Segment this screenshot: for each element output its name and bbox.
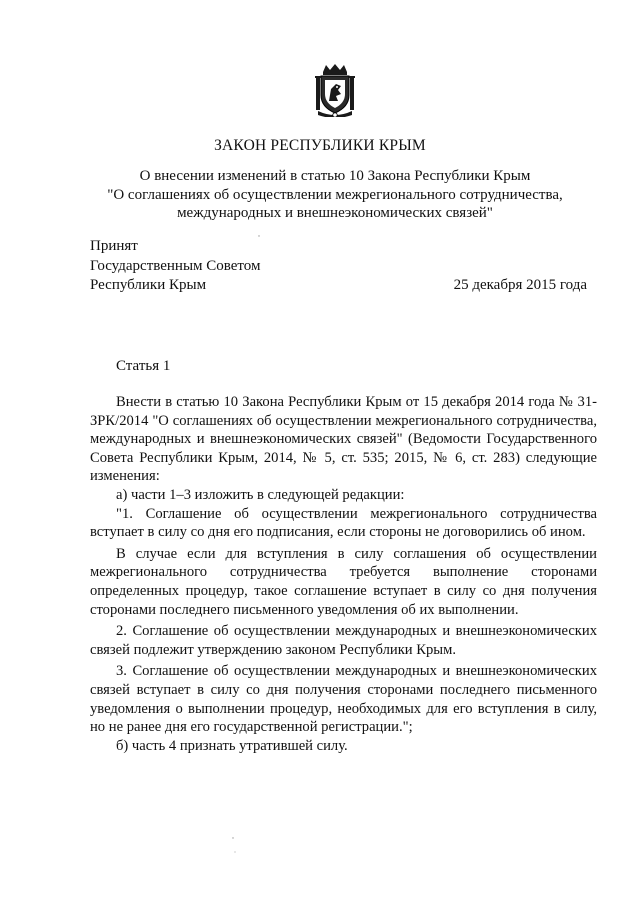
adoption-date: 25 декабря 2015 года: [453, 277, 587, 293]
subtitle-line: международных и внешнеэкономических связей": [177, 205, 493, 221]
article-body: [90, 393, 597, 755]
law-subtitle: [80, 167, 590, 223]
article-paragraph: Внести в статью 10 Закона Республики Крым от 15 декабря 2014 года № 31-ЗРК/2014 "О соглашениях об осуществлении межрегионального сотрудничества, международных и внешнеэкономических связей" (Ведомости Государственного Совета Республики Крым, 2014, № 5, ст. 535; 2015, № 6, ст. 283) следующие изменения:: [90, 394, 597, 485]
law-title: ЗАКОН РЕСПУБЛИКИ КРЫМ: [214, 137, 426, 154]
subtitle-line: "О соглашениях об осуществлении межрегионального сотрудничества,: [107, 186, 563, 203]
article-heading: Статья 1: [116, 358, 171, 374]
article-paragraph: 2. Соглашение об осуществлении международных и внешнеэкономических связей подлежит утверждению законом Республики Крым.: [90, 623, 597, 658]
article-paragraph: 3. Соглашение об осуществлении международных и внешнеэкономических связей вступает в силу со дня получения сторонами последнего письменного уведомления о выполнении процедур, необходимых для его вступления в силу, но не ранее дня его государственной регистрации.";: [90, 663, 597, 736]
article-paragraph: В случае если для вступления в силу соглашения об осуществлении межрегионального сотрудничества требуется выполнение сторонами определенных процедур, такое соглашение вступает в силу со дня получения сторонами последнего письменного уведомления об их выполнении.: [90, 545, 597, 618]
article-paragraph: б) часть 4 признать утратившей силу.: [116, 737, 348, 754]
adoption-line: Государственным Советом: [90, 257, 261, 274]
adoption-line: Республики Крым: [90, 277, 207, 293]
subtitle-line: О внесении изменений в статью 10 Закона Республики Крым: [139, 168, 531, 184]
article-paragraph: а) части 1–3 изложить в следующей редакции:: [116, 486, 405, 503]
article-paragraph: "1. Соглашение об осуществлении межрегионального сотрудничества вступает в силу со дня его подписания, если стороны не договорились об ином.: [90, 505, 597, 541]
crimea-coat-of-arms-icon: [314, 63, 356, 117]
adoption-line: Принят: [90, 238, 138, 254]
adoption-block: [90, 237, 261, 296]
